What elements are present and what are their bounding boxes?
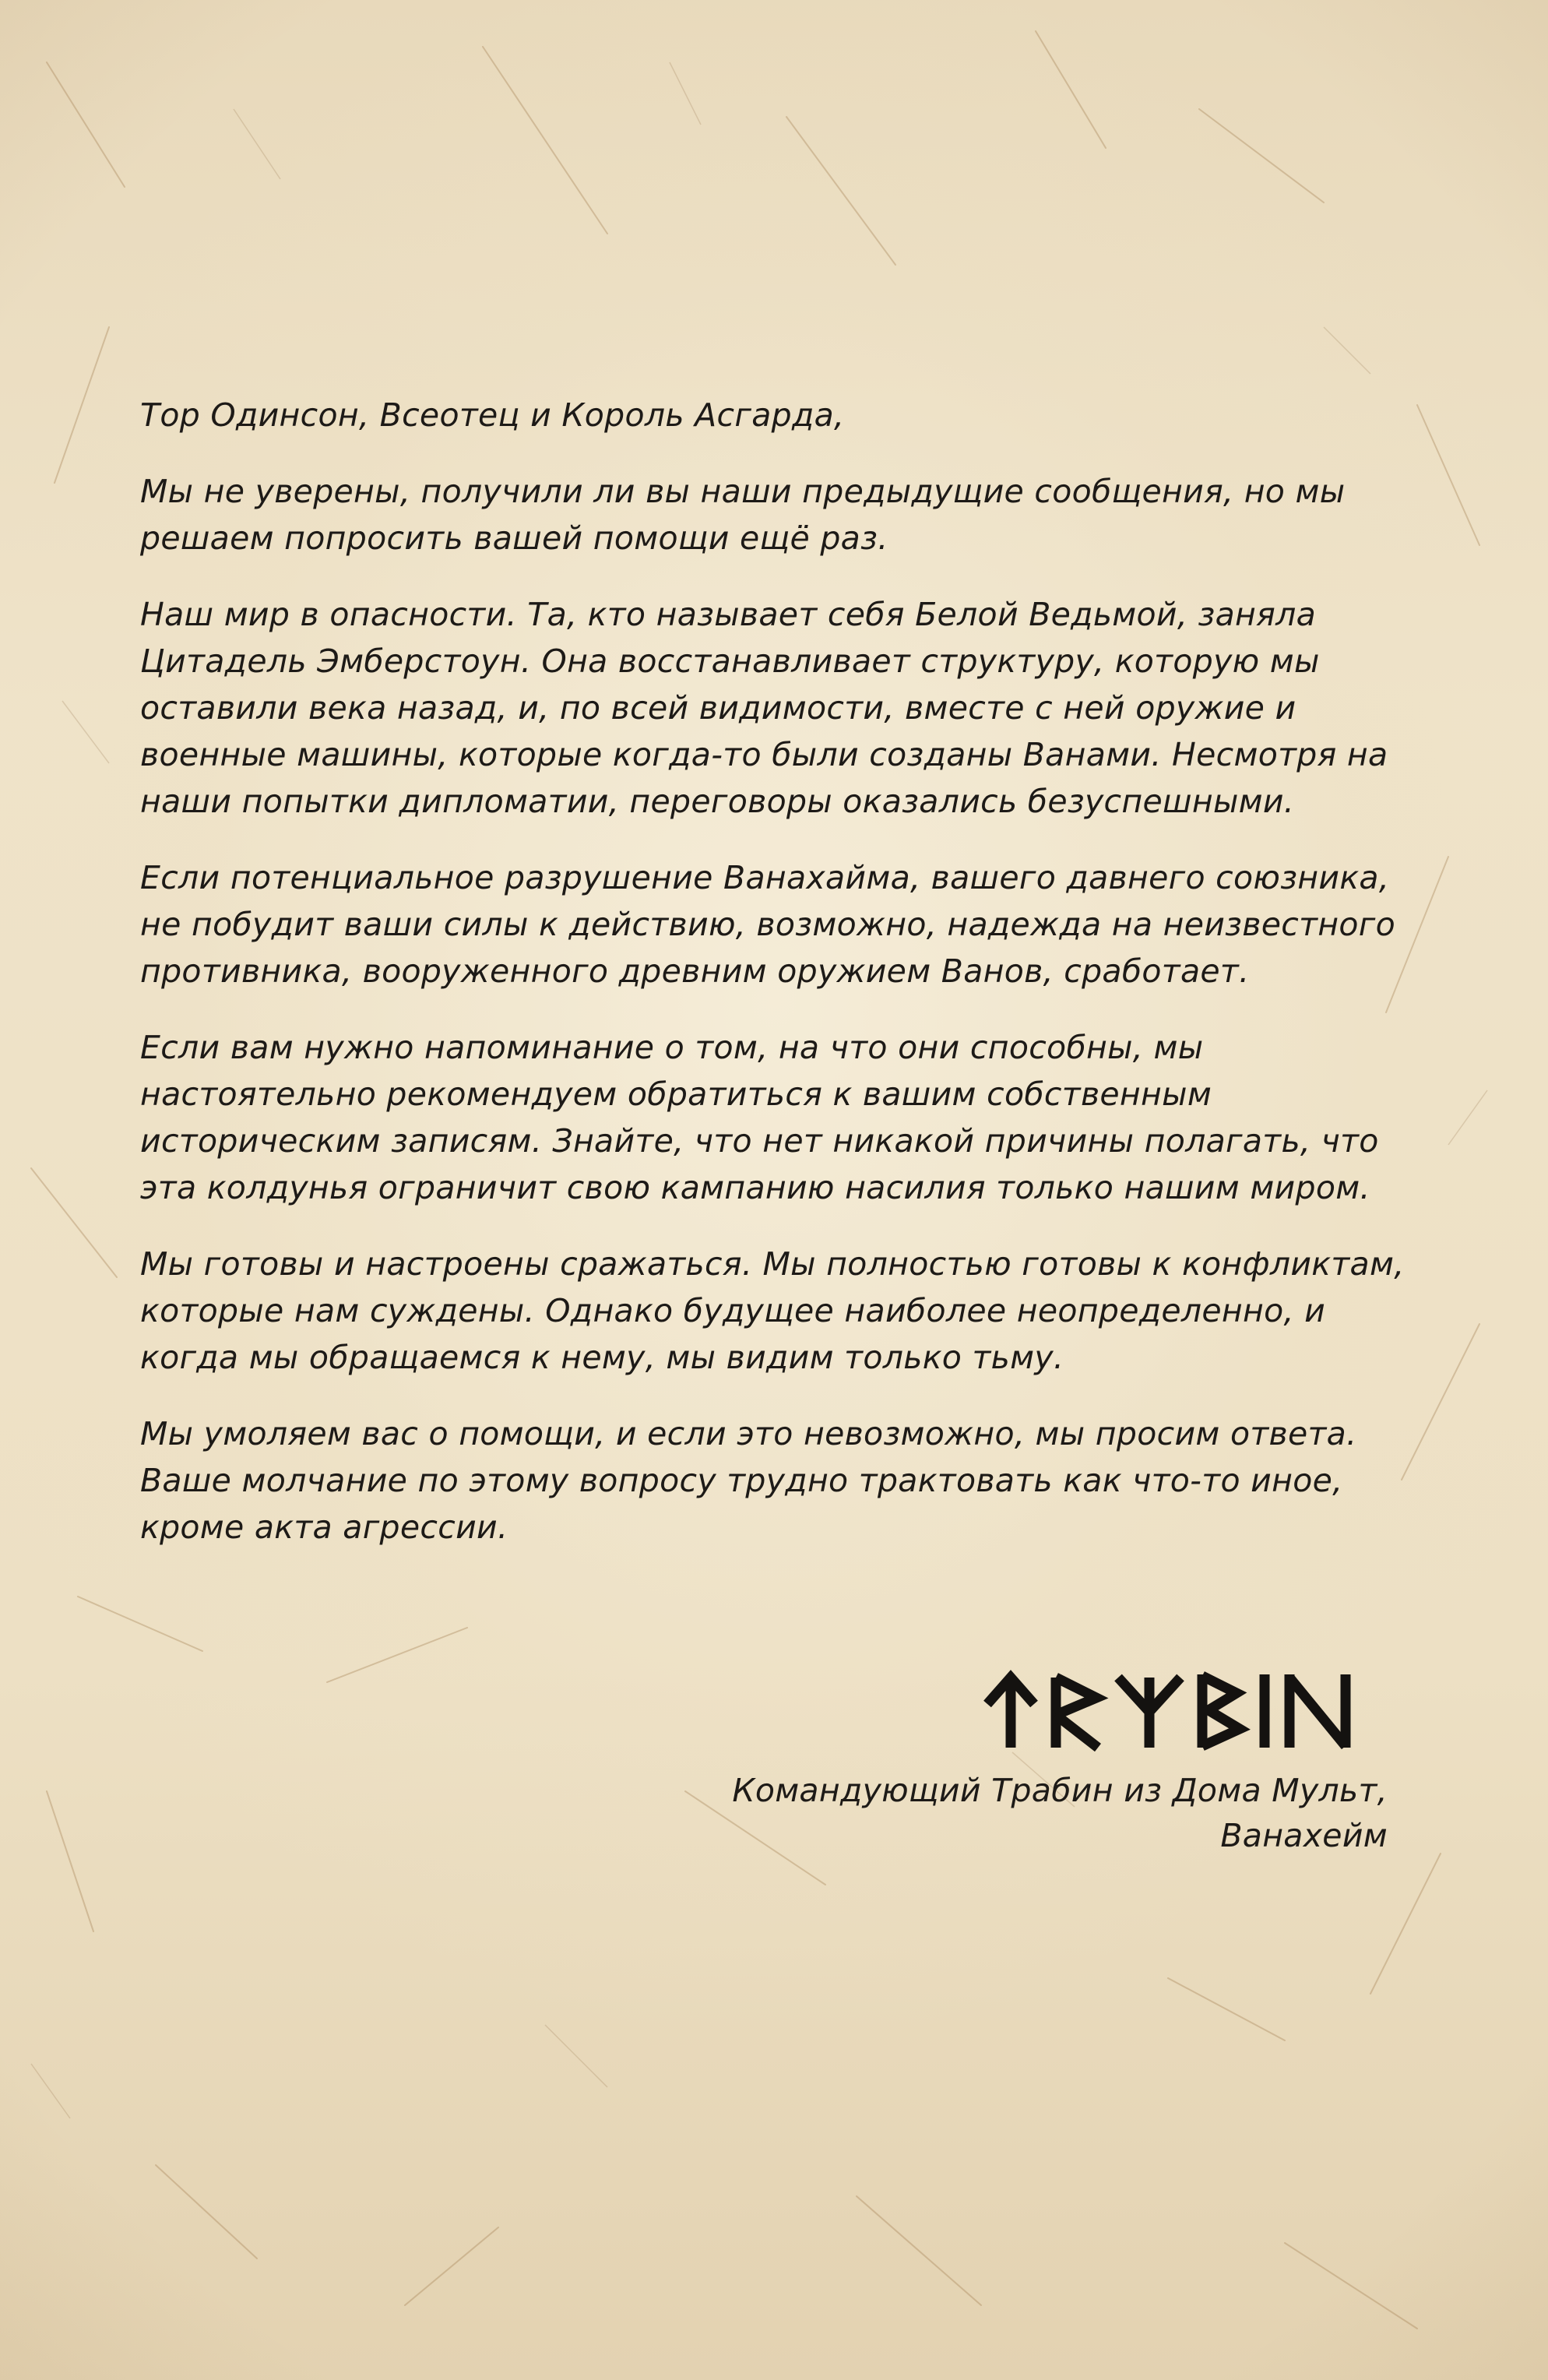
letter-paragraph: Мы не уверены, получили ли вы наши предыдущие сообщения, но мы решаем попросить вашей помощи ещё раз. bbox=[140, 473, 1346, 557]
letter-paragraph: Мы умоляем вас о помощи, и если это невозможно, мы просим ответа. Ваше молчание по этому вопросу трудно трактовать как что-то иное, кроме акта агрессии. bbox=[140, 1415, 1357, 1546]
letter-salutation: Тор Одинсон, Всеотец и Король Асгарда, bbox=[140, 396, 845, 434]
letter-paragraph: Наш мир в опасности. Та, кто называет себя Белой Ведьмой, заняла Цитадель Эмберстоун. Она восстанавливает структуру, которую мы оставили века назад, и, по всей видимости, вместе с ней оружие и военные машины, которые когда-то были созданы Ванами. Несмотря на наши попытки дипломатии, переговоры оказались безуспешными. bbox=[140, 596, 1388, 820]
letter-paragraph: Если вам нужно напоминание о том, на что они способны, мы настоятельно рекомендуем обратиться к вашим собственным историческим записям. Знайте, что нет никакой причины полагать, что эта колдунья ограничит свою кампанию насилия только нашим миром. bbox=[140, 1029, 1379, 1206]
letter-body bbox=[140, 393, 1417, 1580]
letter-paragraph: Если потенциальное разрушение Ванахайма, вашего давнего союзника, не побудит ваши силы к действию, возможно, надежда на неизвестного противника, вооруженного древним оружием Ванов, сработает. bbox=[140, 859, 1395, 990]
signer-title: Командующий Трабин из Дома Мульт, bbox=[732, 1772, 1388, 1809]
signer-block bbox=[732, 1768, 1388, 1858]
signer-realm: Ванахейм bbox=[1220, 1817, 1388, 1854]
rune-signature bbox=[980, 1667, 1357, 1752]
letter-paragraph: Мы готовы и настроены сражаться. Мы полностью готовы к конфликтам, которые нам суждены. Однако будущее наиболее неопределенно, и когда мы обращаемся к нему, мы видим только тьму. bbox=[140, 1245, 1405, 1376]
